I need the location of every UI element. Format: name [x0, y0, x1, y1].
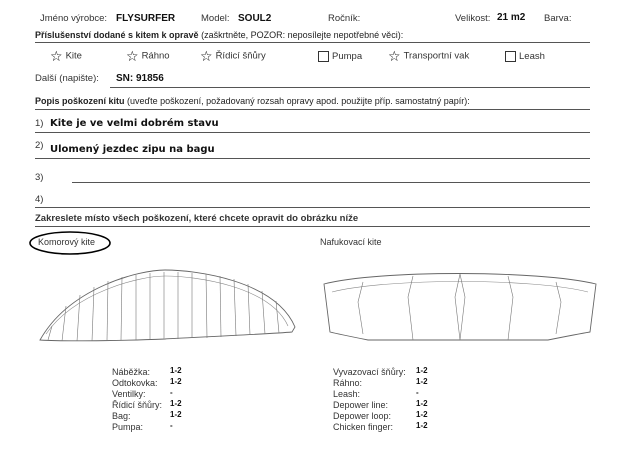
other-underline [110, 87, 590, 88]
repair-value: 1-2 [170, 410, 182, 419]
divider [35, 109, 590, 110]
foil-kite-diagram[interactable] [30, 262, 308, 352]
repair-label: Leash: [333, 389, 361, 399]
checked-star-icon: ☆ [388, 48, 401, 64]
manufacturer-value: FLYSURFER [116, 13, 176, 24]
repair-label: Ráhno: [333, 378, 363, 388]
damage-heading: Popis poškození kitu (uveďte poškození, požadovaný rozsah opravy apod. použijte příp. samostatný papír): [35, 96, 470, 106]
inflatable-kite-label: Nafukovací kite [320, 237, 382, 247]
repair-label: Řídicí šňůry: [112, 400, 163, 410]
repair-value: 1-2 [170, 399, 182, 408]
model-label: Model: [201, 13, 230, 24]
checkbox-kite[interactable]: ☆ Kite [50, 48, 82, 64]
checkbox-leash[interactable]: Leash [505, 51, 545, 62]
damage-line-underline [35, 132, 590, 133]
repair-label: Odtokovka: [112, 378, 158, 388]
repair-value: 1-2 [170, 377, 182, 386]
damage-line-text: Kite je ve velmi dobrém stavu [50, 118, 219, 129]
repair-value: 1-2 [416, 399, 428, 408]
size-label: Velikost: [455, 13, 491, 24]
divider [35, 226, 590, 227]
damage-line-text: Ulomený jezdec zipu na bagu [50, 144, 215, 155]
repair-label: Ventilky: [112, 389, 146, 399]
repair-label: Náběžka: [112, 367, 151, 377]
drawing-heading: Zakreslete místo všech poškození, které chcete opravit do obrázku níže [35, 213, 359, 224]
repair-label: Pumpa: [112, 422, 144, 432]
repair-value: 1-2 [416, 377, 428, 386]
damage-line-number: 1) [35, 118, 44, 129]
other-value: SN: 91856 [116, 73, 164, 84]
empty-checkbox-icon [505, 51, 516, 62]
damage-line-underline [35, 158, 590, 159]
checked-star-icon: ☆ [200, 48, 213, 64]
empty-checkbox-icon [318, 51, 329, 62]
checkbox-bar[interactable]: ☆ Ráhno [126, 48, 170, 64]
divider [35, 42, 590, 43]
repair-label: Depower loop: [333, 411, 392, 421]
manufacturer-label: Jméno výrobce: [40, 13, 108, 24]
checked-star-icon: ☆ [50, 48, 63, 64]
checkbox-pump[interactable]: Pumpa [318, 51, 362, 62]
repair-value: 1-2 [416, 421, 428, 430]
model-value: SOUL2 [238, 13, 272, 24]
repair-label: Depower line: [333, 400, 389, 410]
repair-value: - [416, 388, 419, 397]
repair-label: Bag: [112, 411, 131, 421]
checked-star-icon: ☆ [126, 48, 139, 64]
repair-value: 1-2 [416, 410, 428, 419]
color-label: Barva: [544, 13, 572, 24]
checkbox-bag[interactable]: ☆ Transportní vak [388, 48, 470, 64]
damage-line-number: 4) [35, 194, 44, 205]
repair-value: - [170, 388, 173, 397]
checkbox-lines[interactable]: ☆ Řídicí šňůry [200, 48, 266, 64]
inflatable-kite-diagram[interactable] [318, 262, 603, 352]
damage-line-underline [72, 182, 590, 183]
size-value: 21 m2 [497, 12, 526, 23]
repair-label: Chicken finger: [333, 422, 394, 432]
repair-value: 1-2 [416, 366, 428, 375]
damage-line-underline [35, 207, 590, 208]
accessories-heading: Příslušenství dodané s kitem k opravě (zaškrtněte, POZOR: neposílejte nepotřebné věci): [35, 30, 404, 40]
repair-value: - [170, 421, 173, 430]
damage-line-number: 3) [35, 172, 44, 183]
ram-air-kite-label: Komorový kite [38, 237, 96, 247]
other-label: Další (napište): [35, 73, 99, 84]
year-label: Ročník: [328, 13, 361, 24]
repair-value: 1-2 [170, 366, 182, 375]
repair-label: Vyvazovací šňůry: [333, 367, 406, 377]
damage-line-number: 2) [35, 140, 44, 151]
